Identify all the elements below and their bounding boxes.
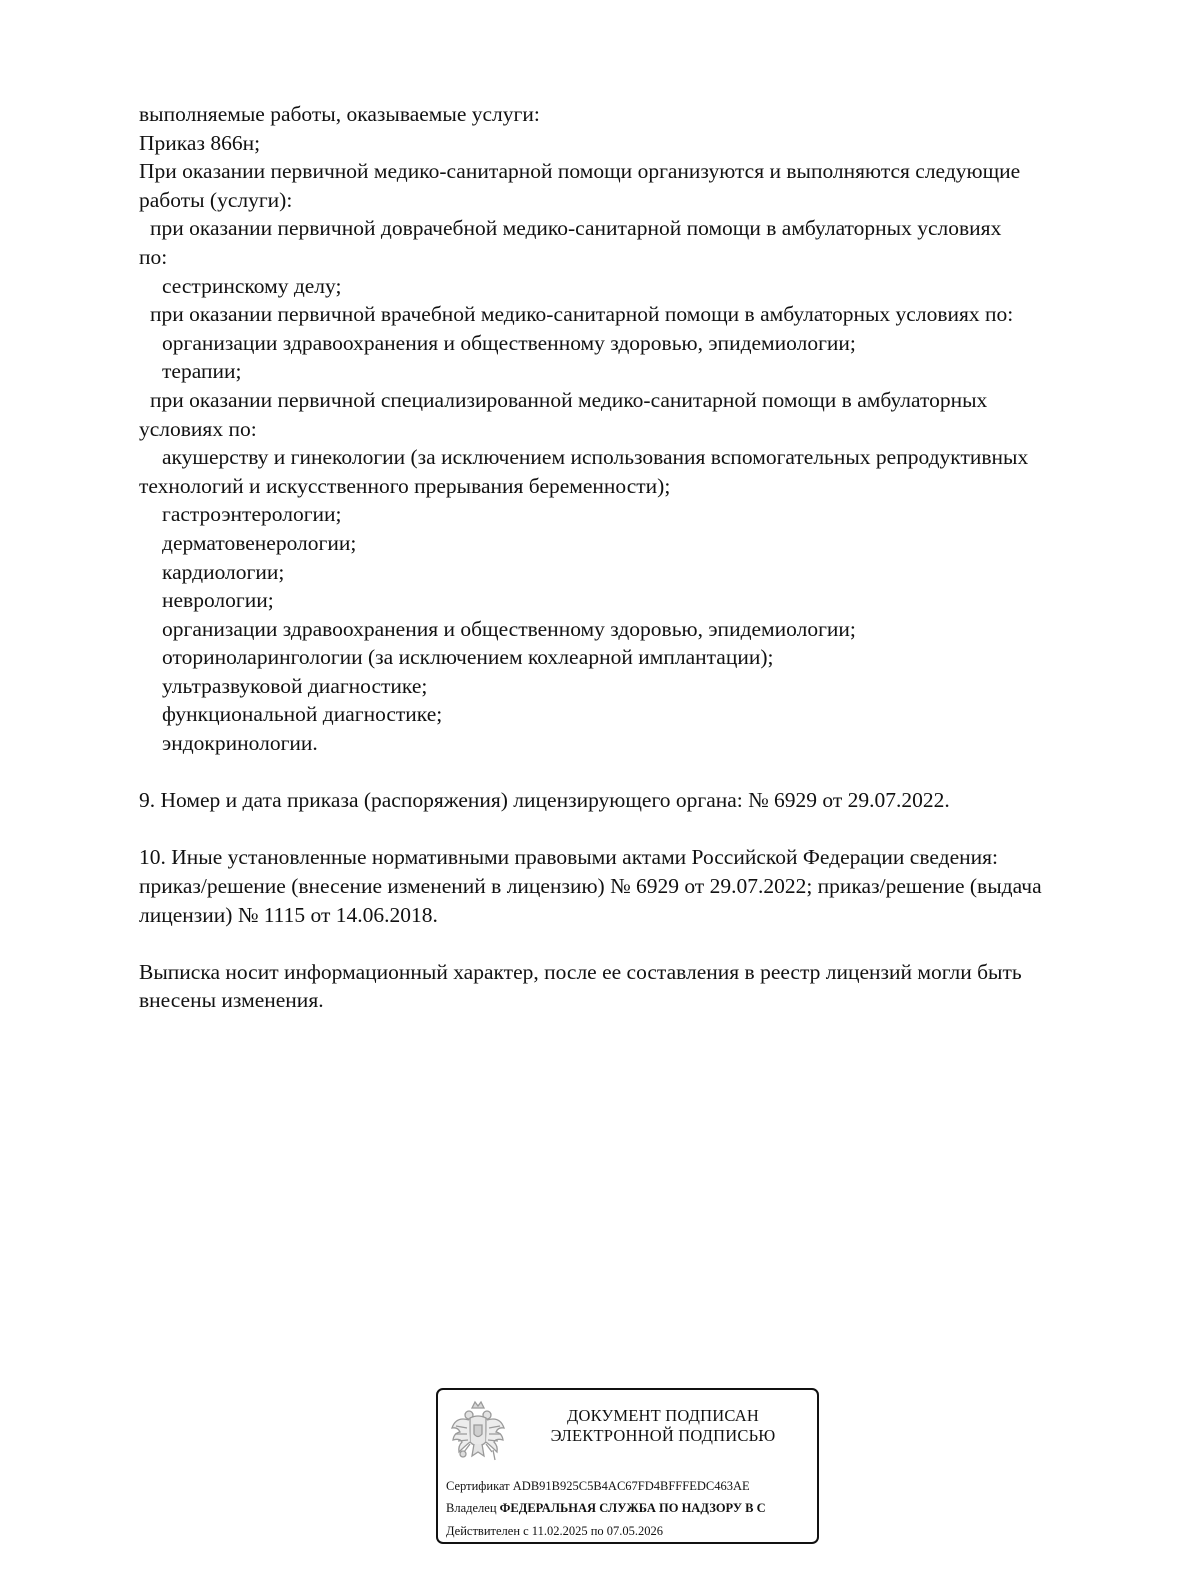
text-line: по: [139,244,168,269]
document-body [139,100,1129,1015]
paragraph-gap [139,929,1129,958]
paragraph-gap [139,815,1129,844]
owner-label: Владелец [446,1501,497,1515]
text-line: функциональной диагностике; [162,702,443,727]
stamp-title-line: ДОКУМЕНТ ПОДПИСАН [567,1406,759,1425]
text-line: технологий и искусственного прерывания беременности); [139,473,671,498]
text-line: лицензии) № 1115 от 14.06.2018. [139,902,438,927]
owner-row [446,1500,766,1516]
stamp-title-line: ЭЛЕКТРОННОЙ ПОДПИСЬЮ [550,1426,776,1445]
text-line: гастроэнтерологии; [162,502,342,527]
text-line: акушерству и гинекологии (за исключением использования вспомогательных репродуктивных [162,445,1029,470]
disclaimer-text: Выписка носит информационный характер, после ее составления в реестр лицензий могли быть [139,959,1022,984]
certificate-value: ADB91B925C5B4AC67FD4BFFFEDC463AE [512,1479,750,1493]
text-line: при оказании первичной доврачебной медико-санитарной помощи в амбулаторных условиях [150,216,1002,241]
text-line: при оказании первичной врачебной медико-санитарной помощи в амбулаторных условиях по: [150,302,1014,327]
text-line: дерматовенерологии; [162,530,357,555]
section-10: 10. Иные установленные нормативными правовыми актами Российской Федерации сведения: [139,845,998,870]
paragraph-gap [139,758,1129,787]
owner-value: ФЕДЕРАЛЬНАЯ СЛУЖБА ПО НАДЗОРУ В С [499,1501,766,1515]
text-line: Приказ 866н; [139,130,261,155]
certificate-row [446,1478,750,1494]
text-line: работы (услуги): [139,187,293,212]
text-line: при оказании первичной специализированной медико-санитарной помощи в амбулаторных [150,387,988,412]
text-line: эндокринологии. [162,731,318,756]
text-line: оториноларингологии (за исключением кохлеарной имплантации); [162,645,774,670]
text-line: условиях по: [139,416,257,441]
stamp-title [518,1406,808,1446]
certificate-label: Сертификат [446,1479,510,1493]
text-line: организации здравоохранения и общественному здоровью, эпидемиологии; [162,330,856,355]
text-line: кардиологии; [162,559,285,584]
text-line: приказ/решение (внесение изменений в лицензию) № 6929 от 29.07.2022; приказ/решение (выдача [139,874,1042,899]
text-line: организации здравоохранения и общественному здоровью, эпидемиологии; [162,616,856,641]
text-line: неврологии; [162,588,274,613]
disclaimer-text: внесены изменения. [139,988,324,1013]
text-line: ультразвуковой диагностике; [162,673,428,698]
text-line: сестринскому делу; [162,273,342,298]
coat-of-arms-icon [448,1398,508,1468]
validity-row: Действителен с 11.02.2025 по 07.05.2026 [446,1524,664,1538]
text-line: терапии; [162,359,242,384]
electronic-signature-stamp [436,1388,819,1544]
text-line: выполняемые работы, оказываемые услуги: [139,102,540,126]
section-9: 9. Номер и дата приказа (распоряжения) лицензирующего органа: № 6929 от 29.07.2022. [139,788,950,813]
text-line: При оказании первичной медико-санитарной помощи организуются и выполняются следующие [139,159,1021,184]
